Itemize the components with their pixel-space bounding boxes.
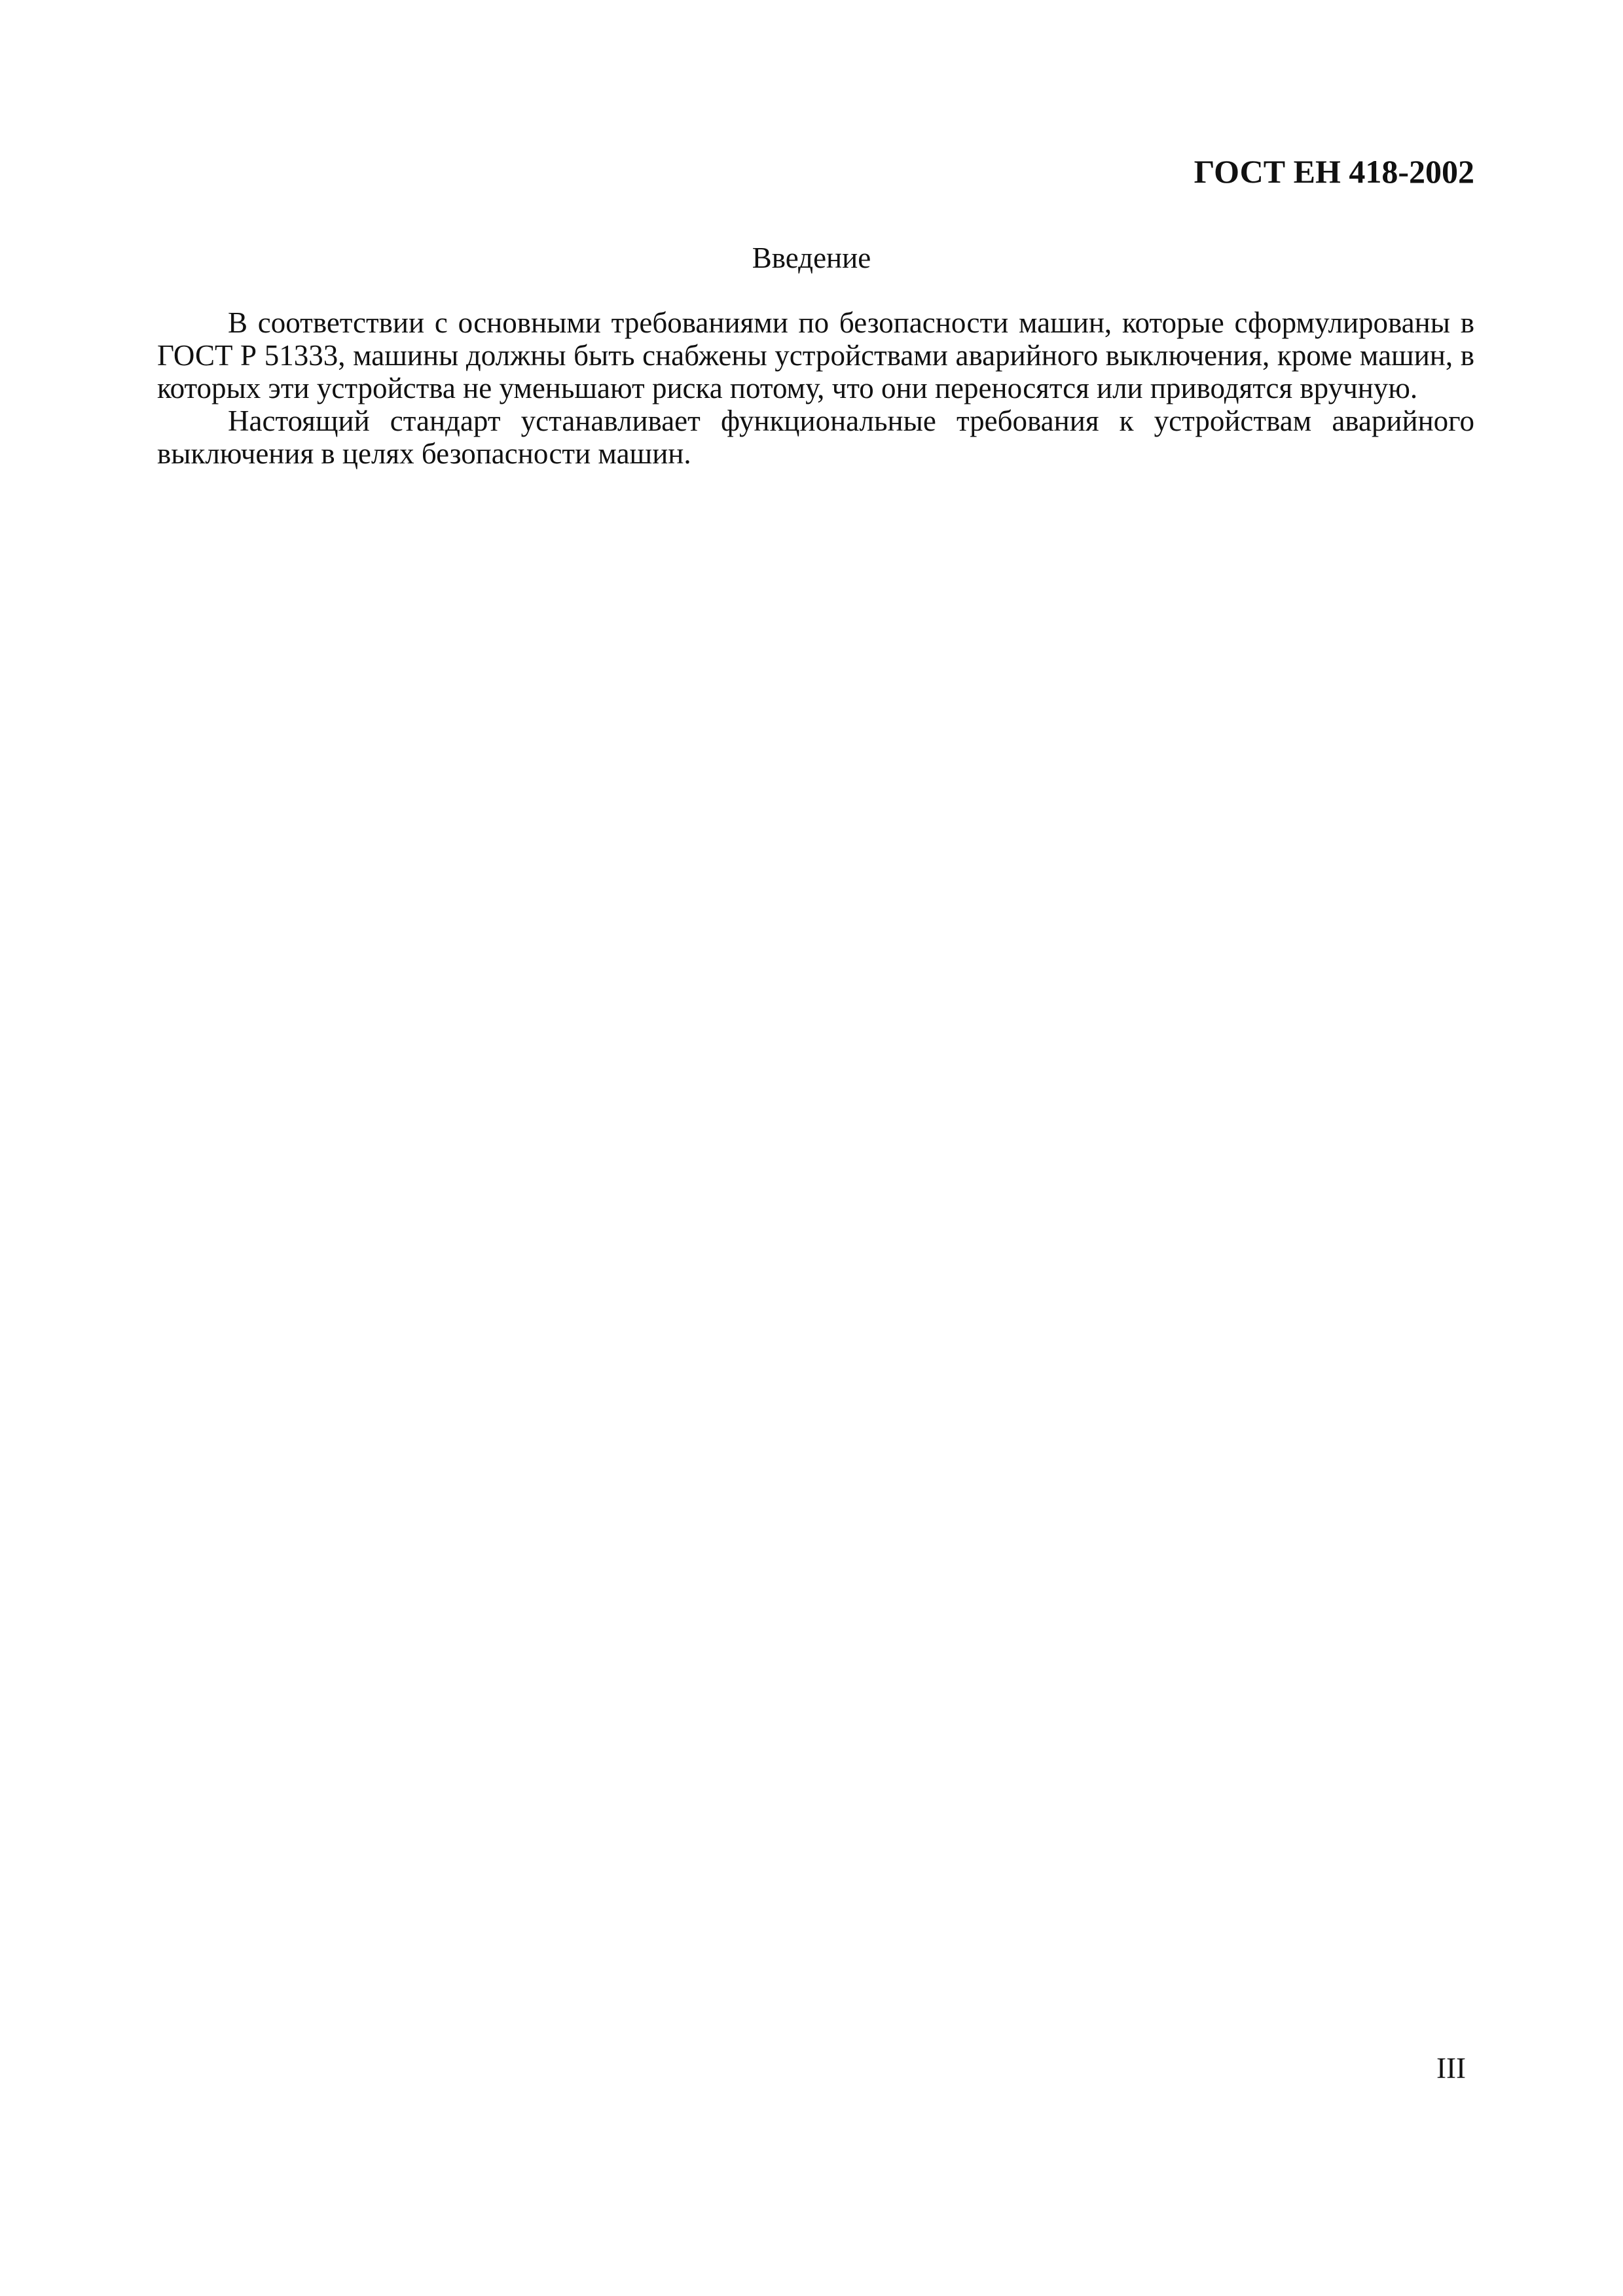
page-number: III — [1436, 2052, 1466, 2085]
paragraph: В соответствии с основными требованиями по безопасности машин, которые сформулированы в ГОСТ Р 51333, машины должны быть снабжены устройствами аварийного выключения, кроме машин, в которых эти устройства не уменьшают риска потому, что они переносятся или приводятся вручную. — [157, 306, 1474, 404]
body-text — [157, 306, 1474, 470]
section-title: Введение — [752, 242, 871, 274]
document-header: ГОСТ ЕН 418-2002 — [1194, 153, 1474, 190]
paragraph: Настоящий стандарт устанавливает функциональные требования к устройствам аварийного выключения в целях безопасности машин. — [157, 404, 1474, 470]
